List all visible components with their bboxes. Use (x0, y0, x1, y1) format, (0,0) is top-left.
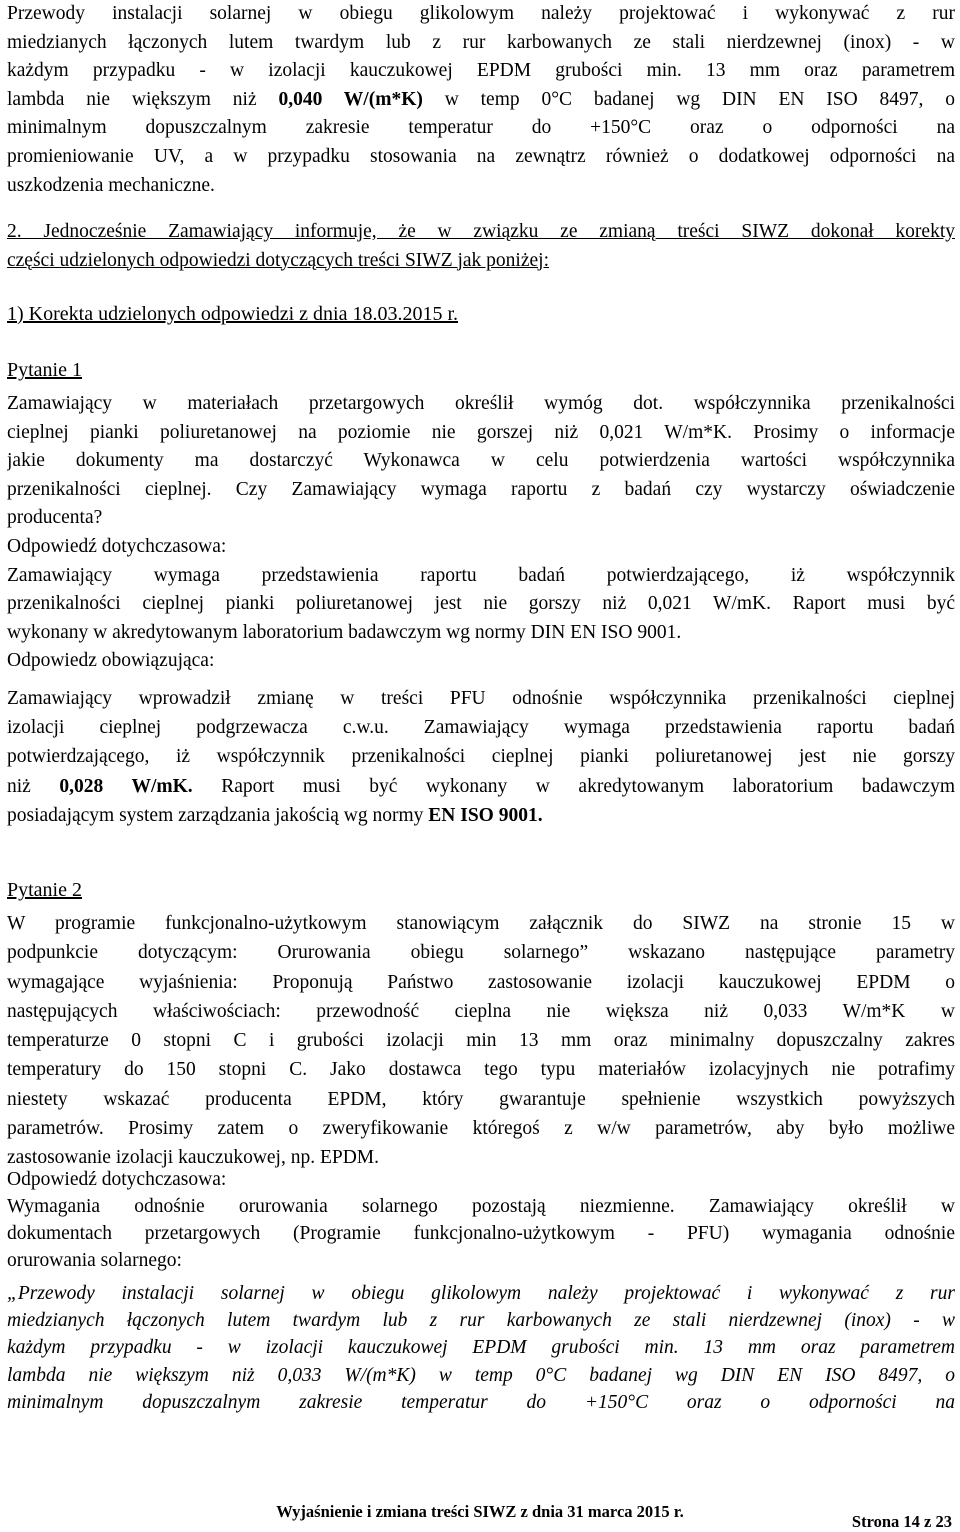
question-2-quote (7, 1280, 955, 1416)
text-line (7, 802, 955, 831)
text-line: 2. Jednocześnie Zamawiający informuje, że w związku ze zmianą treści SIWZ dokonał korekty (7, 221, 955, 242)
text-span: w temp 0°C badanej wg DIN EN ISO 8497, o (422, 88, 955, 110)
text-line: izolacji cieplnej podgrzewacza c.w.u. Zamawiający wymaga przedstawienia raportu badań (7, 717, 955, 739)
text-span: Raport musi być wykonany w akredytowanym laboratorium badawczym (192, 775, 955, 797)
text-line: uszkodzenia mechaniczne. (7, 174, 215, 196)
text-line: następujących właściwościach: przewodność cieplna nie większa niż 0,033 W/m*K w (7, 1000, 955, 1022)
old-answer-label: Odpowiedź dotychczasowa: (7, 1169, 227, 1190)
section-2-paragraph (7, 218, 955, 275)
question-1-new-answer (7, 685, 955, 831)
text-line: przenikalności cieplnej pianki poliuretanowej jest nie gorszy niż 0,021 W/mK. Raport musi być (7, 593, 955, 615)
text-line: Zamawiający wymaga przedstawienia raportu badań potwierdzającego, iż współczynnik (7, 564, 955, 586)
text-line: cieplnej pianki poliuretanowej na poziomie nie gorszej niż 0,021 W/m*K. Prosimy o informacje (7, 421, 955, 443)
question-2-title: Pytanie 2 (7, 879, 82, 901)
text-line: Zamawiający wprowadził zmianę w treści PFU odnośnie współczynnika przenikalności cieplnej (7, 688, 955, 709)
text-line: miedzianych łączonych lutem twardym lub z rur karbowanych ze stali nierdzewnej (inox) - w (7, 1310, 955, 1332)
text-line: Przewody instalacji solarnej w obiegu glikolowym należy projektować i wykonywać z rur (7, 3, 955, 24)
text-line: przenikalności cieplnej. Czy Zamawiający wymaga raportu z badań czy wystarczy oświadczenie (7, 478, 955, 500)
question-1-text (7, 390, 955, 676)
text-line (7, 247, 955, 276)
text-line: promieniowanie UV, a w przypadku stosowania na zewnątrz również o dodatkowej odporności na (7, 145, 955, 167)
text-line: lambda nie większym niż 0,033 W/(m*K) w temp 0°C badanej wg DIN EN ISO 8497, o (7, 1364, 955, 1386)
text-line: W programie funkcjonalno-użytkowym stanowiącym załącznik do SIWZ na stronie 15 w (7, 913, 955, 934)
old-answer-label: Odpowiedź dotychczasowa: (7, 535, 227, 557)
text-line: każdym przypadku - w izolacji kauczukowej EPDM grubości min. 13 mm oraz parametrem (7, 60, 955, 82)
question-2-text (7, 910, 955, 1174)
intro-paragraph (7, 0, 955, 200)
question-1-title: Pytanie 1 (7, 359, 82, 381)
text-line: parametrów. Prosimy zatem o zweryfikowanie któregoś z w/w parametrów, aby było możliwe (7, 1118, 955, 1140)
text-span: posiadającym system zarządzania jakością wg normy (7, 804, 429, 826)
korekta-heading: 1) Korekta udzielonych odpowiedzi z dnia 18.03.2015 r. (7, 303, 458, 325)
text-line: wykonany w akredytowanym laboratorium badawczym wg normy DIN EN ISO 9001. (7, 621, 682, 643)
text-line: dokumentach przetargowych (Programie funkcjonalno-użytkowym - PFU) wymagania odnośnie (7, 1223, 955, 1244)
lambda-value: 0,028 W/mK. (59, 775, 193, 797)
footer-title: Wyjaśnienie i zmiana treści SIWZ z dnia 31 marca 2015 r. (276, 1502, 684, 1521)
text-line: producenta? (7, 507, 103, 529)
text-line: „Przewody instalacji solarnej w obiegu glikolowym należy projektować i wykonywać z rur (7, 1283, 955, 1304)
text-line: orurowania solarnego: (7, 1250, 182, 1271)
text-line: wymagające wyjaśnienia: Proponują Państwo zastosowanie izolacji kauczukowej EPDM o (7, 971, 955, 993)
text-span: lambda nie większym niż (7, 88, 279, 110)
text-span: niż (7, 775, 60, 797)
question-2-old-answer (7, 1166, 955, 1274)
new-answer-label: Odpowiedz obowiązująca: (7, 650, 215, 672)
norm-value: EN ISO 9001. (428, 804, 543, 826)
text-line: każdym przypadku - w izolacji kauczukowej EPDM grubości min. 13 mm oraz parametrem (7, 1337, 955, 1359)
text-line: Zamawiający w materiałach przetargowych określił wymóg dot. współczynnika przenikalności (7, 393, 955, 414)
text-line: niestety wskazać producenta EPDM, który gwarantuje spełnienie wszystkich powyższych (7, 1088, 955, 1110)
text-line: jakie dokumenty ma dostarczyć Wykonawca w celu potwierdzenia wartości współczynnika (7, 450, 955, 472)
text-line: podpunkcie dotyczącym: Orurowania obiegu solarnego” wskazano następujące parametry (7, 942, 955, 964)
text-line: temperatury do 150 stopni C. Jako dostawca tego typu materiałów izolacyjnych nie potrafimy (7, 1059, 955, 1081)
text-line: Wymagania odnośnie orurowania solarnego pozostają niezmienne. Zamawiający określił w (7, 1196, 955, 1217)
text-span: części udzielonych odpowiedzi dotyczących treści SIWZ jak poniżej: (7, 249, 549, 271)
text-line: temperaturze 0 stopni C i grubości izolacji min 13 mm oraz minimalny dopuszczalny zakres (7, 1030, 955, 1052)
text-line (7, 86, 955, 115)
text-line: minimalnym dopuszczalnym zakresie temperatur do +150°C oraz o odporności na (7, 1391, 955, 1413)
text-line: zastosowanie izolacji kauczukowej, np. EPDM. (7, 1147, 380, 1169)
page-number: Strona 14 z 23 (851, 1512, 952, 1531)
text-line (7, 773, 955, 802)
text-line: miedzianych łączonych lutem twardym lub z rur karbowanych ze stali nierdzewnej (inox) - w (7, 31, 955, 53)
lambda-value: 0,040 W/(m*K) (278, 88, 423, 110)
text-line: potwierdzającego, iż współczynnik przenikalności cieplnej pianki poliuretanowej jest nie gorszy (7, 746, 955, 768)
text-line: minimalnym dopuszczalnym zakresie temperatur do +150°C oraz o odporności na (7, 117, 955, 139)
